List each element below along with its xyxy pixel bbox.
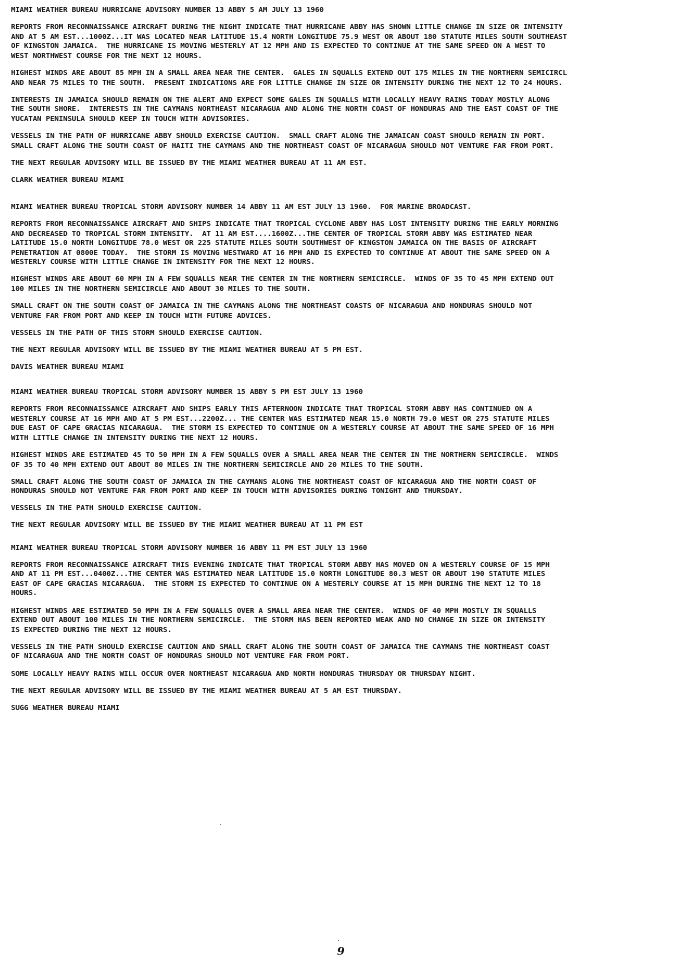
advisory-text-block (11, 5, 683, 720)
text-line: OF NICARAGUA AND THE NORTH COAST OF HONDURAS SHOULD NOT VENTURE FAR FROM PORT. (11, 651, 350, 661)
advisory-paragraph (11, 686, 683, 696)
text-line: HIGHEST WINDS ARE ESTIMATED 50 MPH IN A FEW SQUALLS OVER A SMALL AREA NEAR THE CENTER. WINDS OF 40 MPH MOSTLY IN SQUALLS (11, 605, 537, 615)
advisory-paragraph (11, 219, 683, 267)
advisory-bulletin (11, 543, 683, 713)
advisory-paragraph (11, 404, 683, 442)
advisory-paragraph (11, 328, 683, 338)
advisory-paragraph (11, 175, 683, 185)
advisory-paragraph (11, 477, 683, 496)
text-line: 100 MILES IN THE NORTHERN SEMICIRCLE AND ABOUT 30 MILES TO THE SOUTH. (11, 283, 311, 293)
text-line: THE NEXT REGULAR ADVISORY WILL BE ISSUED BY THE MIAMI WEATHER BUREAU AT 5 PM EST. (11, 344, 363, 354)
advisory-paragraph (11, 606, 683, 635)
text-line: OF 35 TO 40 MPH EXTEND OUT ABOUT 80 MILES IN THE NORTHERN SEMICIRCLE AND 20 MILES TO THE SOUTH. (11, 459, 424, 469)
text-line: LATITUDE 15.0 NORTH LONGITUDE 78.0 WEST OR 225 STATUTE MILES SOUTH SOUTHWEST OF KINGSTON JAMAICA ON THE BASIS OF AIRCRAFT (11, 238, 537, 248)
advisory-paragraph (11, 22, 683, 60)
advisory-paragraph (11, 520, 683, 530)
advisory-paragraph (11, 274, 683, 293)
text-line: EAST OF CAPE GRACIAS NICARAGUA. THE STORM IS EXPECTED TO CONTINUE ON A WESTERLY COURSE AT 15 MPH DURING THE NEXT 12 TO 18 (11, 578, 541, 588)
text-line: OF KINGSTON JAMAICA. THE HURRICANE IS MOVING WESTERLY AT 12 MPH AND IS EXPECTED TO CONTINUE AT THE SAME SPEED ON A WEST TO (11, 41, 546, 51)
advisory-paragraph (11, 131, 683, 150)
advisory-bulletin (11, 5, 683, 184)
text-line: VESSELS IN THE PATH SHOULD EXERCISE CAUTION AND SMALL CRAFT ALONG THE SOUTH COAST OF JAMAICA THE CAYMANS THE NORTHEAST COAST (11, 641, 550, 651)
text-line: PENETRATION AT 0800E TODAY. THE STORM IS MOVING WESTWARD AT 16 MPH AND IS EXPECTED TO CONTINUE AT ABOUT THE SAME SPEED ON A (11, 247, 550, 257)
text-line: THE NEXT REGULAR ADVISORY WILL BE ISSUED BY THE MIAMI WEATHER BUREAU AT 11 PM EST (11, 520, 363, 530)
text-line: HONDURAS SHOULD NOT VENTURE FAR FROM PORT AND KEEP IN TOUCH WITH ADVISORIES DURING TONIGHT AND THURSDAY. (11, 486, 463, 496)
text-line: SMALL CRAFT ALONG THE SOUTH COAST OF JAMAICA IN THE CAYMANS ALONG THE NORTHEAST COAST OF NICARAGUA AND THE NORTH COAST OF (11, 476, 537, 486)
text-line: SUGG WEATHER BUREAU MIAMI (11, 702, 120, 712)
advisory-header: MIAMI WEATHER BUREAU TROPICAL STORM ADVISORY NUMBER 16 ABBY 11 PM EST JULY 13 1960 (11, 542, 368, 552)
advisory-paragraph (11, 68, 683, 87)
text-line: SMALL CRAFT ON THE SOUTH COAST OF JAMAICA IN THE CAYMANS ALONG THE NORTHEAST COASTS OF NICARAGUA AND HONDURAS SHOULD NOT (11, 301, 533, 311)
text-line: THE SOUTH SHORE. INTERESTS IN THE CAYMANS NORTHEAST NICARAGUA AND ALONG THE NORTH COAST OF HONDURAS AND THE EAST COAST OF THE (11, 104, 559, 114)
text-line: VENTURE FAR FROM PORT AND KEEP IN TOUCH WITH FUTURE ADVICES. (11, 310, 272, 320)
section-gap (11, 379, 683, 387)
text-line: THE NEXT REGULAR ADVISORY WILL BE ISSUED BY THE MIAMI WEATHER BUREAU AT 11 AM EST. (11, 157, 368, 167)
text-line: IS EXPECTED DURING THE NEXT 12 HOURS. (11, 624, 172, 634)
advisory-paragraph (11, 560, 683, 598)
advisory-paragraph (11, 669, 683, 679)
text-line: SMALL CRAFT ALONG THE SOUTH COAST OF HAITI THE CAYMANS AND THE NORTHEAST COAST OF NICARAGUA SHOULD NOT VENTURE FAR FROM PORT. (11, 140, 554, 150)
advisory-bulletin (11, 387, 683, 530)
text-line: WESTERLY COURSE WITH LITTLE CHANGE IN INTENSITY FOR THE NEXT 12 HOURS. (11, 257, 316, 267)
page-number: 9 (337, 945, 345, 958)
text-line: HIGHEST WINDS ARE ABOUT 60 MPH IN A FEW SQUALLS NEAR THE CENTER IN THE NORTHERN SEMICIRCLE. WINDS OF 35 TO 45 MPH EXTEND OUT (11, 274, 554, 284)
text-line: DAVIS WEATHER BUREAU MIAMI (11, 361, 124, 371)
text-line: VESSELS IN THE PATH SHOULD EXERCISE CAUTION. (11, 503, 203, 513)
advisory-header: MIAMI WEATHER BUREAU TROPICAL STORM ADVISORY NUMBER 14 ABBY 11 AM EST JULY 13 1960. FOR MARINE BROADCAST. (11, 201, 472, 211)
scan-speck (220, 824, 221, 825)
text-line: AND AT 11 PM EST...0400Z...THE CENTER WAS ESTIMATED NEAR LATITUDE 15.0 NORTH LONGITUDE 80.3 WEST OR ABOUT 190 STATUTE MILES (11, 569, 546, 579)
text-line: INTERESTS IN JAMAICA SHOULD REMAIN ON THE ALERT AND EXPECT SOME GALES IN SQUALLS WITH LOCALLY HEAVY RAINS TODAY MOSTLY ALONG (11, 94, 550, 104)
advisory-bulletin (11, 202, 683, 372)
advisory-paragraph (11, 503, 683, 513)
text-line: REPORTS FROM RECONNAISSANCE AIRCRAFT AND SHIPS EARLY THIS AFTERNOON INDICATE THAT TROPICAL STORM ABBY HAS CONTINUED ON A (11, 404, 533, 414)
text-line: HIGHEST WINDS ARE ESTIMATED 45 TO 50 MPH IN A FEW SQUALLS OVER A SMALL AREA NEAR THE CENTER IN THE NORTHERN SEMICIRCLE. WINDS (11, 450, 559, 459)
text-line: WESTERLY COURSE AT 16 MPH AND AT 5 PM EST...2200Z... THE CENTER WAS ESTIMATED NEAR 15.0 NORTH 79.0 WEST OR 275 STATUTE MILES (11, 413, 550, 423)
text-line: EXTEND OUT ABOUT 100 MILES IN THE NORTHERN SEMICIRCLE. THE STORM HAS BEEN REPORTED WEAK AND NO CHANGE IN SIZE OR INTENSITY (11, 615, 546, 625)
advisory-header: MIAMI WEATHER BUREAU TROPICAL STORM ADVISORY NUMBER 15 ABBY 5 PM EST JULY 13 1960 (11, 387, 363, 397)
text-line: AND NEAR 75 MILES TO THE SOUTH. PRESENT INDICATIONS ARE FOR LITTLE CHANGE IN SIZE OR INTENSITY DURING THE NEXT 12 TO 24 HOURS. (11, 77, 563, 87)
text-line: SOME LOCALLY HEAVY RAINS WILL OCCUR OVER NORTHEAST NICARAGUA AND NORTH HONDURAS THURSDAY OR THURSDAY NIGHT. (11, 668, 476, 678)
text-line: REPORTS FROM RECONNAISSANCE AIRCRAFT AND SHIPS INDICATE THAT TROPICAL CYCLONE ABBY HAS LOST INTENSITY DURING THE EARLY MORNING (11, 218, 559, 228)
scan-speck (338, 940, 339, 941)
text-line: YUCATAN PENINSULA SHOULD KEEP IN TOUCH WITH ADVISORIES. (11, 113, 250, 123)
text-line: THE NEXT REGULAR ADVISORY WILL BE ISSUED BY THE MIAMI WEATHER BUREAU AT 5 AM EST THURSDAY. (11, 685, 402, 695)
text-line: DUE EAST OF CAPE GRACIAS NICARAGUA. THE STORM IS EXPECTED TO CONTINUE ON A WESTERLY COURSE AT ABOUT THE SAME SPEED OF 16 MPH (11, 423, 554, 433)
advisory-paragraph (11, 450, 683, 469)
text-line: AND DECREASED TO TROPICAL STORM INTENSITY. AT 11 AM EST....1600Z...THE CENTER OF TROPICAL STORM ABBY WAS ESTIMATED NEAR (11, 228, 533, 238)
advisory-paragraph (11, 703, 683, 713)
advisory-header: MIAMI WEATHER BUREAU HURRICANE ADVISORY NUMBER 13 ABBY 5 AM JULY 13 1960 (11, 5, 324, 14)
text-line: VESSELS IN THE PATH OF THIS STORM SHOULD EXERCISE CAUTION. (11, 327, 263, 337)
text-line: HOURS. (11, 588, 38, 598)
text-line: REPORTS FROM RECONNAISSANCE AIRCRAFT DURING THE NIGHT INDICATE THAT HURRICANE ABBY HAS SHOWN LITTLE CHANGE IN SIZE OR INTENSITY (11, 22, 563, 32)
text-line: WEST NORTHWEST COURSE FOR THE NEXT 12 HOURS. (11, 50, 203, 60)
text-line: REPORTS FROM RECONNAISSANCE AIRCRAFT THIS EVENING INDICATE THAT TROPICAL STORM ABBY HAS MOVED ON A WESTERLY COURSE OF 15 MPH (11, 559, 550, 569)
text-line: HIGHEST WINDS ARE ABOUT 85 MPH IN A SMALL AREA NEAR THE CENTER. GALES IN SQUALLS EXTEND OUT 175 MILES IN THE NORTHERN SEMICIRCL (11, 67, 567, 77)
advisory-paragraph (11, 301, 683, 320)
text-line: AND AT 5 AM EST...1000Z...IT WAS LOCATED NEAR LATITUDE 15.4 NORTH LONGITUDE 75.9 WEST OR ABOUT 180 STATUTE MILES SOUTH SOUTHEAST (11, 31, 567, 41)
advisory-paragraph (11, 95, 683, 124)
advisory-paragraph (11, 642, 683, 661)
section-gap (11, 192, 683, 202)
advisory-paragraph (11, 345, 683, 355)
advisory-paragraph (11, 158, 683, 168)
text-line: WITH LITTLE CHANGE IN INTENSITY DURING THE NEXT 12 HOURS. (11, 432, 259, 442)
text-line: CLARK WEATHER BUREAU MIAMI (11, 174, 124, 184)
advisory-paragraph (11, 362, 683, 372)
text-line: VESSELS IN THE PATH OF HURRICANE ABBY SHOULD EXERCISE CAUTION. SMALL CRAFT ALONG THE JAMAICAN COAST SHOULD REMAIN IN PORT. (11, 130, 546, 140)
